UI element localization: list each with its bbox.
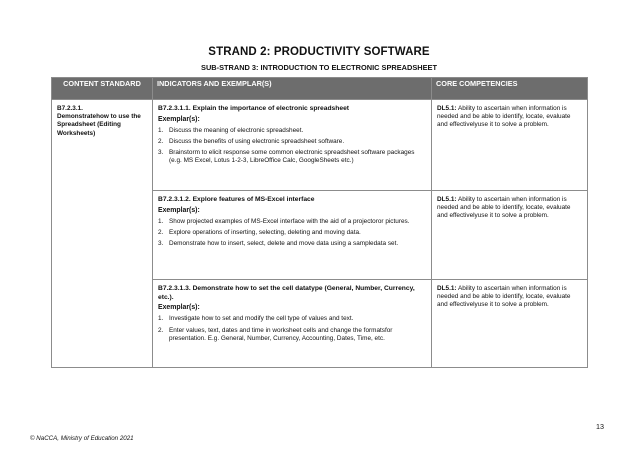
list-item: 1. Investigate how to set and modify the cell type of values and text. — [158, 315, 354, 323]
core-competency-code: DL5.1: — [437, 105, 457, 112]
exemplar-text: Explore operations of inserting, selecting, deleting and moving data. — [169, 229, 361, 236]
exemplar-text: Investigate how to set and modify the cell type of values and text. — [169, 315, 354, 323]
exemplar-text: Demonstrate how to insert, select, delete and move data using a sampledata set. — [169, 240, 399, 248]
list-item: 2. Discuss the benefits of using electronic spreadsheet software. — [158, 138, 345, 145]
list-item: 3. Brainstorm to elicit response some common electronic spreadsheet software packages (e.g. MS Excel, Lotus 1-2-3, LibreOffice Calc, GoogleSheets etc.) — [158, 149, 415, 165]
indicator-cell — [153, 191, 432, 280]
indicator-cell — [153, 280, 432, 368]
indicator-title: B7.2.3.1.1. Explain the importance of electronic spreadsheet — [158, 105, 350, 112]
column-header-core-competencies: CORE COMPETENCIES — [432, 78, 588, 100]
core-competency-code: DL5.1: — [437, 196, 457, 203]
exemplar-text: Show projected examples of MS-Excel interface with the aid of a projectoror pictures. — [169, 217, 410, 225]
core-competency-text: Ability to ascertain when information is needed and be able to identify, locate, evaluate and effectivelyuse it to solve a problem. — [437, 196, 571, 220]
core-competency-text: Ability to ascertain when information is needed and be able to identify, locate, evaluate and effectivelyuse it to solve a problem. — [437, 105, 571, 129]
exemplar-label: Exemplar(s): — [158, 115, 200, 123]
core-competency-code: DL5.1: — [437, 285, 457, 292]
table-row — [52, 100, 588, 191]
content-standard-cell — [52, 100, 153, 368]
exemplar-text: Enter values, text, dates and time in worksheet cells and change the formatsfor presentation. E.g. General, Number, Currency, Accounting, Dates, Time, etc. — [169, 326, 393, 342]
list-item: 3. Demonstrate how to insert, select, delete and move data using a sampledata set. — [158, 240, 399, 248]
exemplar-text: Brainstorm to elicit response some common electronic spreadsheet software packages (e.g. MS Excel, Lotus 1-2-3, LibreOffice Calc, GoogleSheets etc.) — [169, 149, 415, 165]
list-item: 1. Show projected examples of MS-Excel interface with the aid of a projectoror pictures. — [158, 217, 410, 225]
exemplar-label: Exemplar(s): — [158, 304, 200, 312]
exemplar-list — [158, 127, 426, 166]
exemplar-list — [158, 218, 426, 249]
list-item: 2. Enter values, text, dates and time in worksheet cells and change the formatsfor presentation. E.g. General, Number, Currency, Accounting, Dates, Time, etc. — [158, 326, 393, 342]
exemplar-list — [158, 315, 426, 343]
copyright-footer: © NaCCA, Ministry of Education 2021 — [30, 435, 134, 442]
core-competency-cell — [432, 191, 588, 280]
page-number: 13 — [596, 422, 604, 431]
indicator-cell — [153, 100, 432, 191]
exemplar-label: Exemplar(s): — [158, 206, 200, 214]
content-standard-code: B7.2.3.1. — [57, 105, 83, 112]
indicator-title: B7.2.3.1.2. Explore features of MS-Excel interface — [158, 196, 315, 203]
core-competency-text: Ability to ascertain when information is needed and be able to identify, locate, evaluate and effectivelyuse it to solve a problem. — [437, 285, 571, 309]
curriculum-table — [51, 77, 588, 368]
column-header-content-standard: CONTENT STANDARD — [52, 78, 153, 100]
table-header-row — [52, 78, 588, 100]
exemplar-text: Discuss the meaning of electronic spreadsheet. — [169, 126, 304, 134]
sub-strand-title: SUB-STRAND 3: INTRODUCTION TO ELECTRONIC SPREADSHEET — [201, 63, 437, 72]
column-header-indicators: INDICATORS AND EXEMPLAR(S) — [153, 78, 432, 100]
indicator-title: B7.2.3.1.3. Demonstrate how to set the cell datatype (General, Number, Currency, etc.). — [158, 285, 415, 301]
core-competency-cell — [432, 280, 588, 368]
content-standard-text: Demonstratehow to use the Spreadsheet (Editing Worksheets) — [57, 113, 141, 137]
exemplar-text: Discuss the benefits of using electronic spreadsheet software. — [169, 138, 345, 145]
strand-title: STRAND 2: PRODUCTIVITY SOFTWARE — [208, 46, 430, 58]
list-item: 1. Discuss the meaning of electronic spreadsheet. — [158, 126, 304, 134]
core-competency-cell — [432, 100, 588, 191]
list-item: 2. Explore operations of inserting, selecting, deleting and moving data. — [158, 229, 361, 236]
